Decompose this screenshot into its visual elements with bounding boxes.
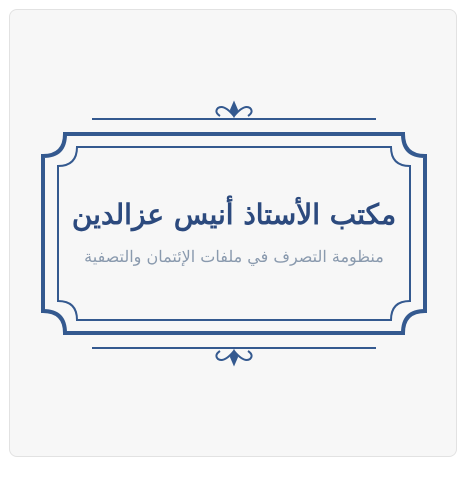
office-title: مكتب الأستاذ أنيس عزالدين <box>71 198 397 231</box>
bottom-ornament-icon <box>92 348 376 364</box>
system-subtitle: منظومة التصرف في ملفات الإئتمان والتصفية <box>84 247 384 266</box>
top-ornament-icon <box>92 103 376 119</box>
